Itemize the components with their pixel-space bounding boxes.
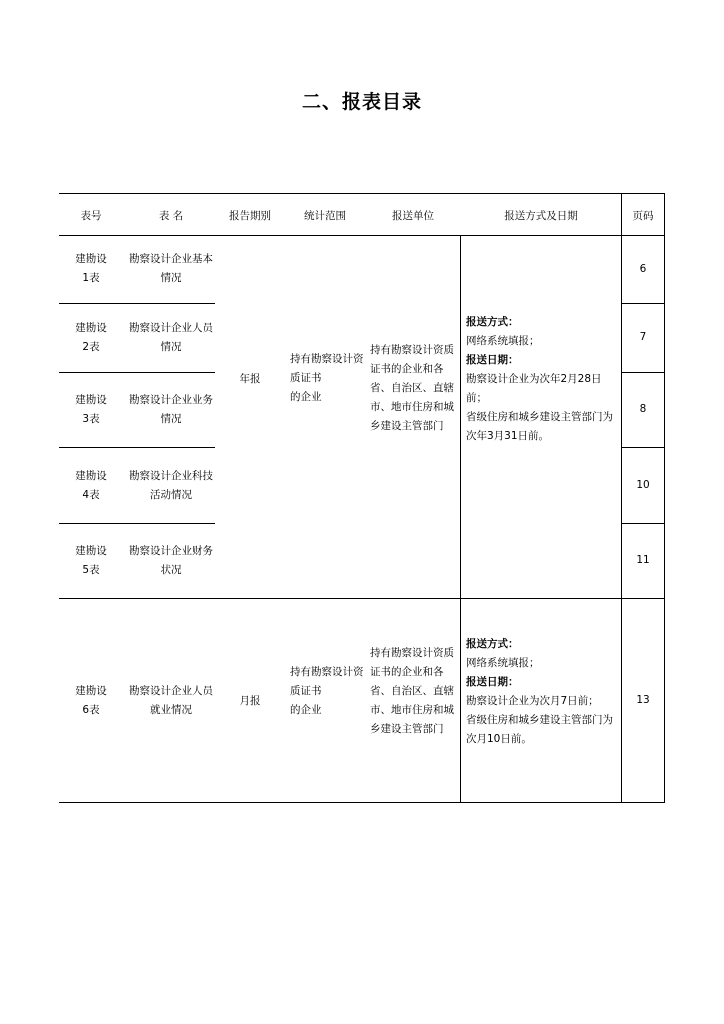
annual-monthly-divider: [59, 598, 665, 599]
annual-scope: 持有勘察设计资 质证书 的企业: [290, 353, 364, 403]
column-divider: [621, 193, 622, 802]
table-row-page: 7: [639, 331, 647, 343]
annual-method: 报送方式： 网络系统填报； 报送日期： 勘察设计企业为次年2月28日 前； 省级住房和城乡建设主管部门为 次年3月31日前。: [466, 316, 613, 442]
table-row-code: 建勘设 5表: [75, 545, 107, 576]
header-scope: 统计范围: [304, 210, 346, 222]
table-row-page: 10: [636, 479, 650, 491]
monthly-period: 月报: [239, 695, 261, 707]
table-row-name: 勘察设计企业科技 活动情况: [129, 470, 213, 501]
row-divider: [621, 372, 665, 373]
header-divider: [59, 235, 665, 236]
monthly-unit: 持有勘察设计资质 证书的企业和各 省、自治区、直辖 市、地市住房和城 乡建设主管部门: [370, 647, 454, 735]
table-row-page: 13: [636, 694, 650, 706]
row-divider: [621, 303, 665, 304]
report-catalog-table: [59, 193, 665, 803]
table-row-name: 勘察设计企业财务 状况: [129, 545, 213, 576]
row-divider: [59, 372, 215, 373]
row-divider: [621, 523, 665, 524]
table-row-code: 建勘设 2表: [75, 322, 107, 353]
table-border-right: [664, 193, 665, 802]
monthly-scope: 持有勘察设计资 质证书 的企业: [290, 666, 364, 716]
table-row-page: 8: [639, 403, 647, 415]
header-unit: 报送单位: [392, 210, 434, 222]
table-row-code: 建勘设 4表: [75, 470, 107, 501]
header-name: 表 名: [158, 210, 184, 222]
table-row-name: 勘察设计企业基本 情况: [129, 253, 213, 284]
page-title: 二、报表目录: [301, 91, 422, 113]
row-divider: [59, 303, 215, 304]
row-divider: [59, 447, 215, 448]
monthly-method: 报送方式： 网络系统填报； 报送日期： 勘察设计企业为次月7日前； 省级住房和城乡建设主管部门为 次月10日前。: [466, 638, 613, 745]
table-row-name: 勘察设计企业人员 就业情况: [129, 685, 213, 716]
table-row-code: 建勘设 1表: [75, 253, 107, 284]
annual-period: 年报: [239, 373, 261, 385]
column-divider: [460, 235, 461, 802]
header-code: 表号: [80, 210, 102, 222]
table-row-code: 建勘设 6表: [75, 685, 107, 716]
header-method: 报送方式及日期: [504, 210, 578, 222]
row-divider: [59, 523, 215, 524]
header-period: 报告期别: [229, 210, 271, 222]
table-row-code: 建勘设 3表: [75, 394, 107, 425]
table-border-bottom: [59, 802, 665, 803]
annual-unit: 持有勘察设计资质 证书的企业和各 省、自治区、直辖 市、地市住房和城 乡建设主管部门: [370, 344, 454, 432]
table-row-name: 勘察设计企业业务 情况: [129, 394, 213, 425]
header-page: 页码: [632, 210, 654, 222]
row-divider: [621, 447, 665, 448]
table-border-top: [59, 193, 665, 194]
table-row-name: 勘察设计企业人员 情况: [129, 322, 213, 353]
table-row-page: 6: [639, 263, 647, 275]
table-row-page: 11: [636, 554, 650, 566]
